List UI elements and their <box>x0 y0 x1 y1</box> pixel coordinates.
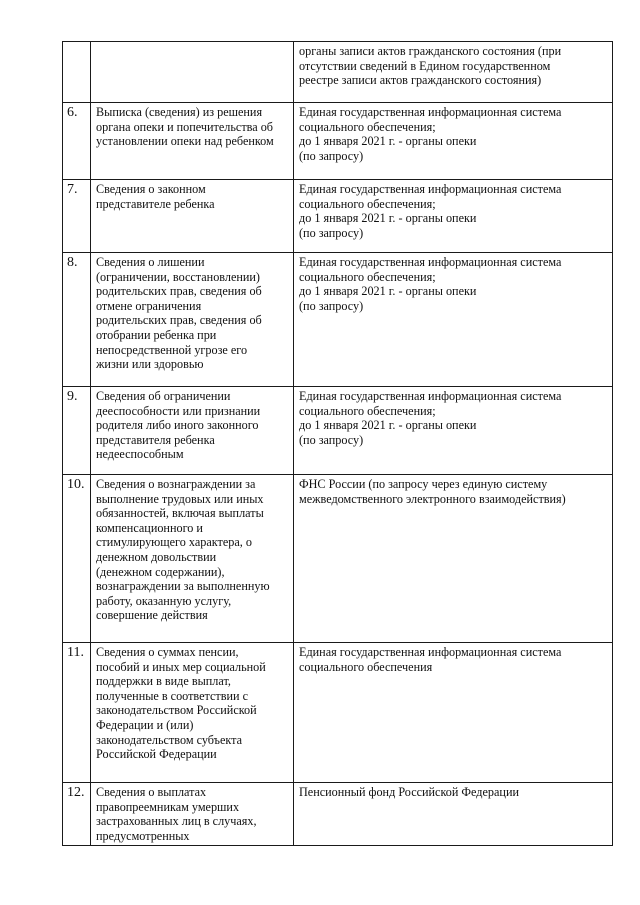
info-text-line: представителе ребенка <box>96 196 215 211</box>
info-text-line: правопреемникам умерших <box>96 799 240 814</box>
info-text-line: Российской Федерации <box>96 747 217 762</box>
info-text-line: работу, оказанную услугу, <box>96 593 232 608</box>
info-cell <box>91 103 294 180</box>
info-text-line: Сведения об ограничении <box>96 389 231 403</box>
source-text-line: органы записи актов гражданского состояния (при <box>299 44 562 58</box>
source-text-line: до 1 января 2021 г. - органы опеки <box>299 418 477 433</box>
info-cell <box>91 387 294 475</box>
source-text-line: отсутствии сведений в Едином государственном <box>299 58 551 73</box>
info-text-line: Выписка (сведения) из решения <box>96 105 263 119</box>
info-text-line: совершение действия <box>96 608 208 623</box>
source-text-line: Единая государственная информационная система <box>299 389 562 403</box>
info-text-line: дееспособности или признании <box>96 403 261 418</box>
source-cell <box>294 103 613 180</box>
table-body <box>63 42 613 846</box>
source-text-line: Единая государственная информационная система <box>299 182 562 196</box>
info-text-line: Сведения о лишении <box>96 255 205 269</box>
source-text-line: Единая государственная информационная система <box>299 645 562 659</box>
info-cell <box>91 253 294 387</box>
table-row <box>63 783 613 846</box>
row-number: 7. <box>63 180 91 253</box>
source-text-line: межведомственного электронного взаимодействия) <box>299 491 566 506</box>
source-text-line: социального обеспечения; <box>299 403 436 418</box>
info-text-line: пособий и иных мер социальной <box>96 659 266 674</box>
table-row <box>63 253 613 387</box>
table-row <box>63 103 613 180</box>
info-text-line: полученные в соответствии с <box>96 688 248 703</box>
info-text-line: денежном довольствии <box>96 549 217 564</box>
row-number: 11. <box>63 643 91 783</box>
source-text-line: (по запросу) <box>299 298 364 313</box>
info-text-line: поддержки в виде выплат, <box>96 674 231 689</box>
source-cell <box>294 253 613 387</box>
source-cell <box>294 643 613 783</box>
source-text-line: Единая государственная информационная система <box>299 105 562 119</box>
info-text-line: застрахованных лиц в случаях, <box>96 814 257 829</box>
info-text-line: отмене ограничения <box>96 298 202 313</box>
source-cell <box>294 475 613 643</box>
source-text-line: социального обеспечения; <box>299 119 436 134</box>
info-text-line: Федерации и (или) <box>96 717 194 732</box>
table-row <box>63 42 613 103</box>
info-text-line: (денежном содержании), <box>96 564 225 579</box>
source-cell <box>294 783 613 846</box>
info-text-line: Сведения о суммах пенсии, <box>96 645 239 659</box>
info-text-line: Сведения о вознаграждении за <box>96 477 256 491</box>
info-text-line: установлении опеки над ребенком <box>96 134 274 149</box>
source-text-line: (по запросу) <box>299 432 364 447</box>
source-text-line: социального обеспечения; <box>299 269 436 284</box>
info-text-line: стимулирующего характера, о <box>96 535 252 550</box>
source-text-line: ФНС России (по запросу через единую систему <box>299 477 548 491</box>
source-text-line: социального обеспечения <box>299 659 433 674</box>
row-number: 6. <box>63 103 91 180</box>
row-number <box>63 42 91 103</box>
info-text-line: (ограничении, восстановлении) <box>96 269 260 284</box>
info-text-line: компенсационного и <box>96 520 203 535</box>
info-text-line: выполнение трудовых или иных <box>96 491 264 506</box>
table-row <box>63 387 613 475</box>
info-text-line: Сведения о законном <box>96 182 206 196</box>
source-text-line: реестре записи актов гражданского состояния) <box>299 73 542 88</box>
document-page <box>62 41 612 846</box>
info-text-line: законодательством Российской <box>96 703 257 718</box>
row-number: 9. <box>63 387 91 475</box>
info-text-line: родителя либо иного законного <box>96 418 259 433</box>
info-text-line: жизни или здоровью <box>96 357 204 372</box>
row-number: 10. <box>63 475 91 643</box>
info-cell <box>91 783 294 846</box>
source-text-line: социального обеспечения; <box>299 196 436 211</box>
info-text-line: вознаграждении за выполненную <box>96 579 270 594</box>
info-text-line: законодательством субъекта <box>96 732 243 747</box>
info-cell <box>91 475 294 643</box>
info-cell <box>91 42 294 103</box>
info-sources-table <box>62 41 613 846</box>
info-text-line: непосредственной угрозе его <box>96 342 248 357</box>
source-text-line: (по запросу) <box>299 148 364 163</box>
table-row <box>63 643 613 783</box>
source-text-line: (по запросу) <box>299 225 364 240</box>
info-text-line: Сведения о выплатах <box>96 785 207 799</box>
source-text-line: Пенсионный фонд Российской Федерации <box>299 785 519 799</box>
info-text-line: представителя ребенка <box>96 432 215 447</box>
info-text-line: органа опеки и попечительства об <box>96 119 274 134</box>
source-cell <box>294 180 613 253</box>
info-text-line: предусмотренных <box>96 828 190 843</box>
table-row <box>63 475 613 643</box>
info-text-line: обязанностей, включая выплаты <box>96 506 264 521</box>
source-cell <box>294 42 613 103</box>
source-text-line: до 1 января 2021 г. - органы опеки <box>299 134 477 149</box>
source-text-line: до 1 января 2021 г. - органы опеки <box>299 211 477 226</box>
info-text-line: родительских прав, сведения об <box>96 284 262 299</box>
info-cell <box>91 180 294 253</box>
source-text-line: Единая государственная информационная система <box>299 255 562 269</box>
row-number: 8. <box>63 253 91 387</box>
row-number: 12. <box>63 783 91 846</box>
source-cell <box>294 387 613 475</box>
info-text-line: родительских прав, сведения об <box>96 313 262 328</box>
source-text-line: до 1 января 2021 г. - органы опеки <box>299 284 477 299</box>
info-cell <box>91 643 294 783</box>
info-text-line: отобрании ребенка при <box>96 327 217 342</box>
table-row <box>63 180 613 253</box>
info-text-line: недееспособным <box>96 447 184 462</box>
